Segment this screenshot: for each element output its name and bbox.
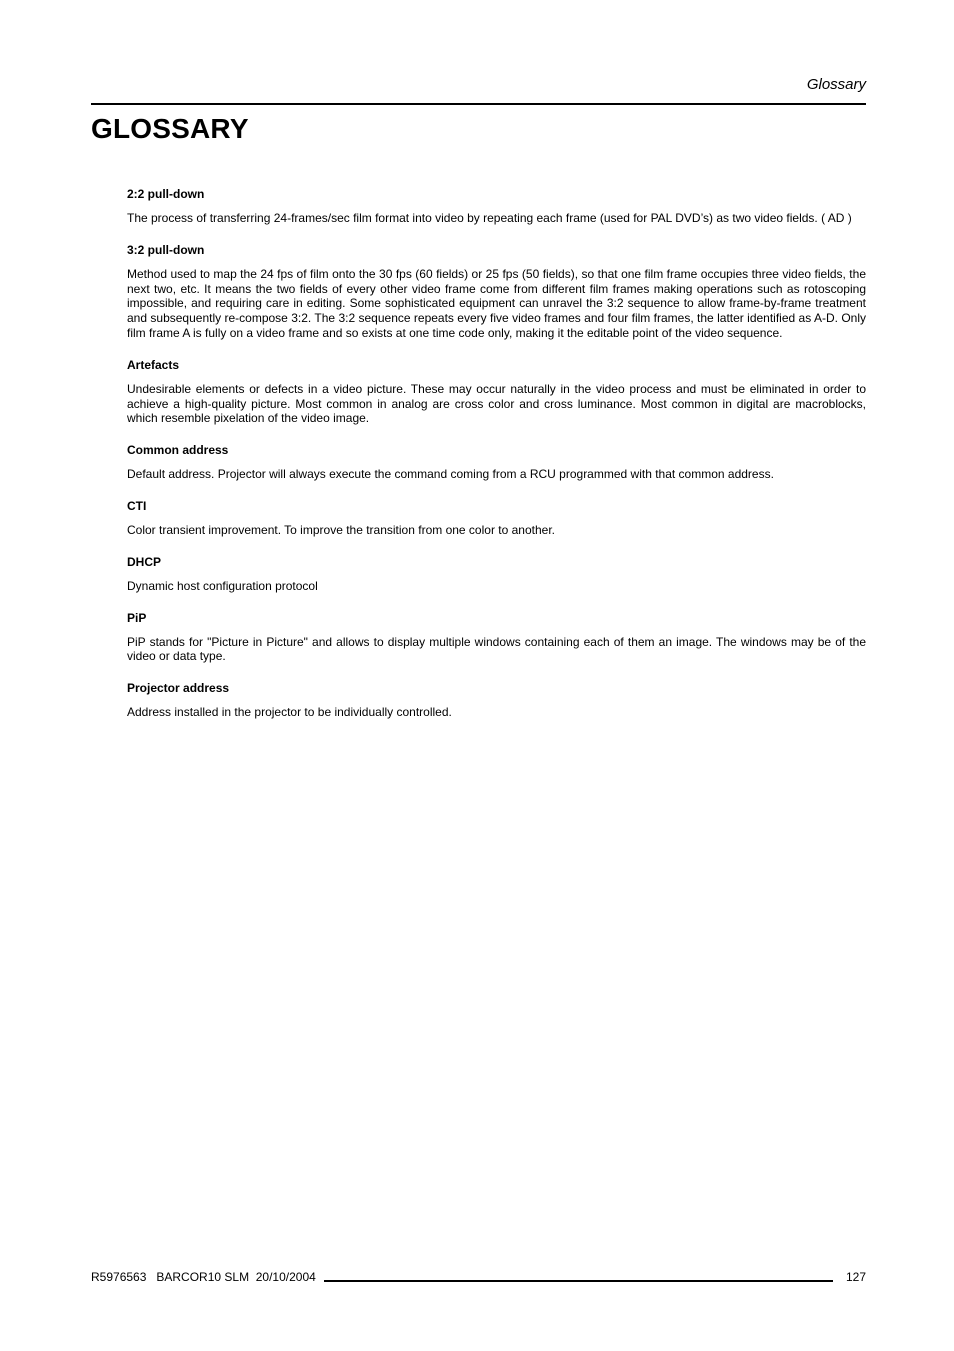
running-header: Glossary	[806, 76, 866, 93]
glossary-definition: Default address. Projector will always execute the command coming from a RCU programmed with that common address.	[127, 467, 774, 482]
glossary-entry-cti	[127, 499, 866, 538]
page-footer	[91, 1268, 866, 1286]
glossary-term: PiP	[127, 610, 147, 625]
glossary-term: Common address	[127, 443, 229, 458]
glossary-term: 2:2 pull-down	[127, 187, 205, 201]
glossary-list	[127, 187, 866, 737]
glossary-definition: Dynamic host configuration protocol	[127, 578, 318, 593]
glossary-entry-dhcp	[127, 555, 866, 594]
glossary-term: Projector address	[127, 681, 230, 696]
glossary-entry-projector-address	[127, 681, 866, 720]
glossary-entry-artefacts	[127, 358, 866, 426]
glossary-term: DHCP	[127, 554, 162, 569]
glossary-entry-3-2-pull-down	[127, 243, 866, 341]
glossary-term: 3:2 pull-down	[127, 242, 205, 257]
footer-doc-info: R5976563 BARCOR10 SLM 20/10/2004	[91, 1270, 316, 1284]
glossary-entry-common-address	[127, 443, 866, 482]
header-rule	[91, 103, 866, 105]
footer-rule	[324, 1280, 833, 1282]
glossary-term: Artefacts	[127, 357, 180, 372]
glossary-entry-pip	[127, 611, 866, 665]
page-number: 127	[845, 1270, 866, 1284]
glossary-entry-2-2-pull-down	[127, 187, 866, 226]
glossary-definition: Address installed in the projector to be individually controlled.	[127, 705, 452, 720]
glossary-definition: PiP stands for "Picture in Picture" and allows to display multiple windows containing each of them an image. The windows may be of the video or data type.	[127, 634, 866, 664]
glossary-definition: Color transient improvement. To improve the transition from one color to another.	[127, 522, 555, 537]
glossary-definition: Undesirable elements or defects in a video picture. These may occur naturally in the video process and must be eliminated in order to achieve a high-quality picture. Most common in analog are cross color and cross luminance. Most common in digital are macroblocks, which resemble pixelation of the video image.	[127, 381, 866, 426]
glossary-term: CTI	[127, 498, 147, 513]
glossary-definition: Method used to map the 24 fps of film onto the 30 fps (60 fields) or 25 fps (50 fields), so that one film frame occupies three video fields, the next two, etc. It means the two fields of every other video frame come from different film frames making operations such as rotoscoping impossible, and requiring care in editing. Some sophisticated equipment can unravel the 3:2 sequence to allow frame-by-frame treatment and subsequently re-compose 3:2. The 3:2 sequence repeats every five video frames and four film frames, the latter identified as A-D. Only film frame A is fully on a video frame and so exists at one time code only, making it the editable point of the video sequence.	[127, 266, 866, 340]
page-title: GLOSSARY	[91, 113, 249, 144]
glossary-definition: The process of transferring 24-frames/sec film format into video by repeating each frame (used for PAL DVD’s) as two video fields. ( AD )	[127, 211, 852, 225]
